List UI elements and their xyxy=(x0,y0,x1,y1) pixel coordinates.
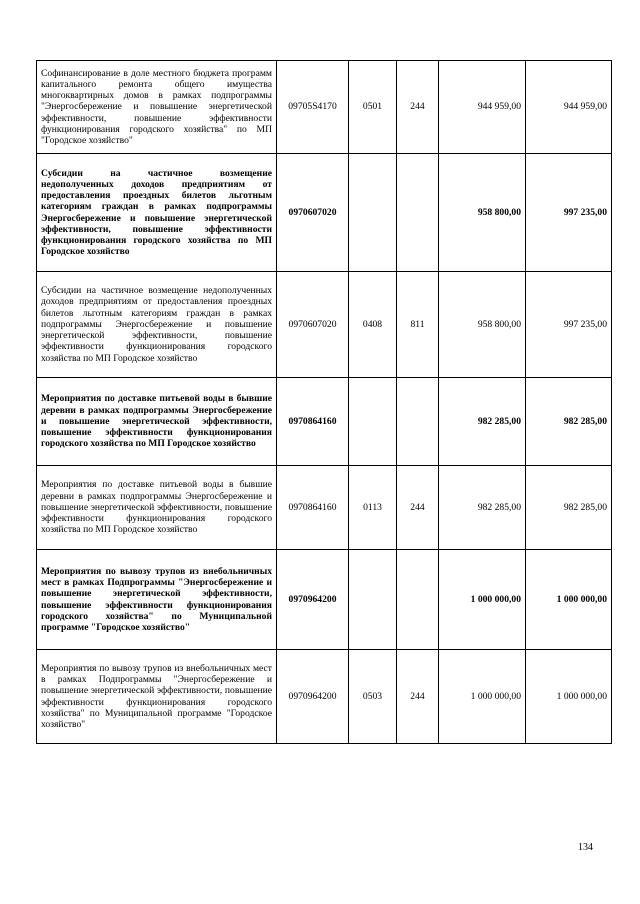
row-name-cell: Софинансирование в доле местного бюджета программ капитального ремонта общего имущества многоквартирных домов в рамках подпрограммы "Энергосбережение и повышение энергетической эффективности, повышение эффективности функционирования городского хозяйства" по МП "Городское хозяйство" xyxy=(37,61,277,154)
amount-year1-cell: 944 959,00 xyxy=(439,61,526,154)
table-row xyxy=(37,61,612,154)
table-row xyxy=(37,272,612,378)
expense-kind-cell xyxy=(397,154,439,272)
page-number: 134 xyxy=(578,842,593,853)
row-name-cell: Субсидии на частичное возмещение недополученных доходов предприятиям от предоставления проездных билетов льготным категориям граждан в рамках подпрограммы Энергосбережение и повышение энергетической эффективности, повышение эффективности функционирования городского хозяйства по МП Городское хозяйство xyxy=(37,272,277,378)
target-code-cell: 0970964200 xyxy=(277,550,349,650)
section-code-cell: 0113 xyxy=(349,466,397,550)
amount-year2-cell: 982 285,00 xyxy=(526,378,612,466)
section-code-cell xyxy=(349,550,397,650)
table-row xyxy=(37,154,612,272)
expense-kind-cell: 244 xyxy=(397,61,439,154)
section-code-cell xyxy=(349,154,397,272)
budget-table-body xyxy=(37,61,612,744)
budget-table xyxy=(36,60,612,744)
amount-year1-cell: 1 000 000,00 xyxy=(439,650,526,744)
amount-year1-cell: 982 285,00 xyxy=(439,466,526,550)
amount-year1-cell: 958 800,00 xyxy=(439,272,526,378)
section-code-cell: 0501 xyxy=(349,61,397,154)
table-row xyxy=(37,550,612,650)
amount-year1-cell: 982 285,00 xyxy=(439,378,526,466)
section-code-cell: 0503 xyxy=(349,650,397,744)
amount-year2-cell: 997 235,00 xyxy=(526,154,612,272)
expense-kind-cell xyxy=(397,378,439,466)
target-code-cell: 0970607020 xyxy=(277,272,349,378)
section-code-cell xyxy=(349,378,397,466)
row-name-cell: Мероприятия по доставке питьевой воды в бывшие деревни в рамках подпрограммы Энергосбережение и повышение энергетической эффективности, повышение эффективности функционирования городского хозяйства по МП Городское хозяйство xyxy=(37,466,277,550)
amount-year2-cell: 944 959,00 xyxy=(526,61,612,154)
section-code-cell: 0408 xyxy=(349,272,397,378)
target-code-cell: 0970607020 xyxy=(277,154,349,272)
expense-kind-cell xyxy=(397,550,439,650)
row-name-cell: Мероприятия по вывозу трупов из внебольничных мест в рамках Подпрограммы "Энергосбережение и повышение энергетической эффективности, повышение эффективности функционирования городского хозяйства" по Муниципальной программе "Городское хозяйство" xyxy=(37,550,277,650)
amount-year1-cell: 958 800,00 xyxy=(439,154,526,272)
expense-kind-cell: 244 xyxy=(397,650,439,744)
expense-kind-cell: 244 xyxy=(397,466,439,550)
amount-year2-cell: 1 000 000,00 xyxy=(526,550,612,650)
amount-year2-cell: 997 235,00 xyxy=(526,272,612,378)
target-code-cell: 09705S4170 xyxy=(277,61,349,154)
table-row xyxy=(37,650,612,744)
expense-kind-cell: 811 xyxy=(397,272,439,378)
table-row xyxy=(37,466,612,550)
row-name-cell: Мероприятия по доставке питьевой воды в бывшие деревни в рамках подпрограммы Энергосбережение и повышение энергетической эффективности, повышение эффективности функционирования городского хозяйства по МП Городское хозяйство xyxy=(37,378,277,466)
row-name-cell: Мероприятия по вывозу трупов из внебольничных мест в рамках Подпрограммы "Энергосбережение и повышение энергетической эффективности, повышение эффективности функционирования городского хозяйства" по Муниципальной программе "Городское хозяйство" xyxy=(37,650,277,744)
target-code-cell: 0970964200 xyxy=(277,650,349,744)
target-code-cell: 0970864160 xyxy=(277,378,349,466)
target-code-cell: 0970864160 xyxy=(277,466,349,550)
amount-year2-cell: 1 000 000,00 xyxy=(526,650,612,744)
amount-year1-cell: 1 000 000,00 xyxy=(439,550,526,650)
row-name-cell: Субсидии на частичное возмещение недополученных доходов предприятиям от предоставления проездных билетов льготным категориям граждан в рамках подпрограммы Энергосбережение и повышение энергетической эффективности, повышение эффективности функционирования городского хозяйства по МП Городское хозяйство xyxy=(37,154,277,272)
amount-year2-cell: 982 285,00 xyxy=(526,466,612,550)
table-row xyxy=(37,378,612,466)
